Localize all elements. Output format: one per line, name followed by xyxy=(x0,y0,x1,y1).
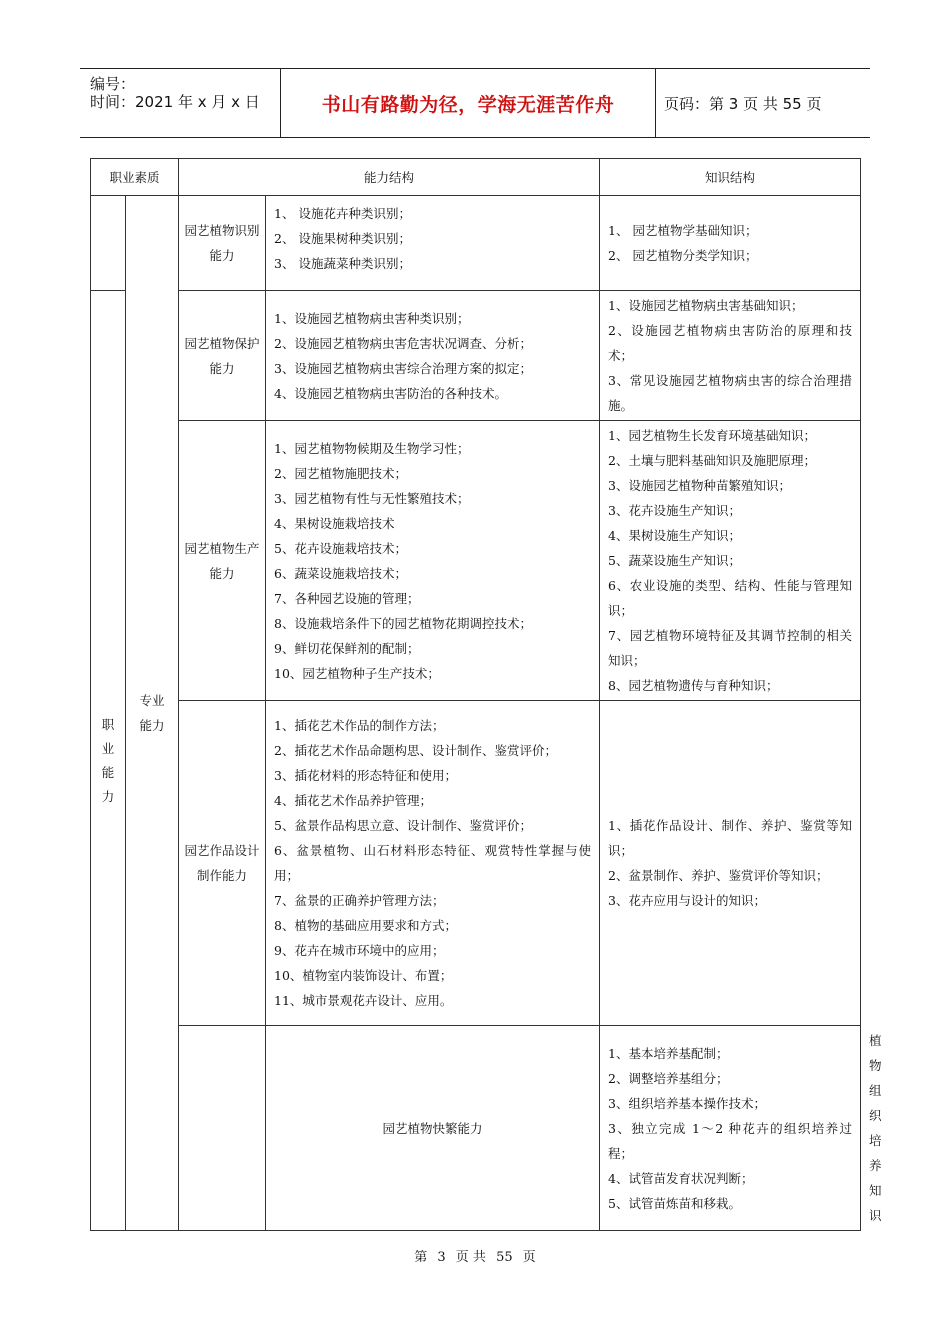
list-item: 7、各种园艺设施的管理； xyxy=(274,590,420,606)
list-item: 3、花卉应用与设计的知识； xyxy=(608,893,766,908)
list-item: 1、插花作品设计、制作、养护、鉴赏等知识； xyxy=(608,818,853,858)
list-item: 8、设施栽培条件下的园艺植物花期调控技术； xyxy=(274,615,532,631)
list-item: 2、插花艺术作品命题构思、设计制作、鉴赏评价； xyxy=(274,743,557,758)
list-item: 2、园艺植物施肥技术； xyxy=(274,465,407,481)
list-item: 5、花卉设施栽培技术； xyxy=(274,540,407,556)
ability-name-cell: 园艺作品设计制作能力 xyxy=(179,701,266,1026)
ability-name-cell: 园艺植物生产能力 xyxy=(179,421,266,701)
date-label: 时间：2021 年 x 月 x 日 xyxy=(90,93,260,111)
list-item: 1、插花艺术作品的制作方法； xyxy=(274,718,445,733)
list-item: 2、盆景制作、养护、鉴赏评价等知识； xyxy=(608,868,829,883)
list-item: 8、植物的基础应用要求和方式； xyxy=(274,918,457,933)
header-cell-ability: 能力结构 xyxy=(179,159,600,196)
table-row xyxy=(91,196,861,291)
list-item: 9、鲜切花保鲜剂的配制； xyxy=(274,640,420,656)
list-item: 3、设施园艺植物病虫害综合治理方案的拟定； xyxy=(274,360,532,376)
list-item: 8、园艺植物遗传与育种知识； xyxy=(608,678,779,693)
list-item: 2、设施园艺植物病虫害危害状况调查、分析； xyxy=(274,335,532,351)
footer-prefix: 第 xyxy=(414,1250,428,1265)
list-item: 4、果树设施栽培技术 xyxy=(274,515,395,531)
ability-list-cell xyxy=(600,1026,861,1231)
list-item: 1、园艺植物生长发育环境基础知识； xyxy=(608,428,816,443)
subcategory-cell xyxy=(126,196,179,1231)
list-item: 5、试管苗炼苗和移栽。 xyxy=(608,1195,741,1211)
list-item: 2、土壤与肥料基础知识及施肥原理； xyxy=(608,453,816,468)
empty-category-cell xyxy=(91,196,126,291)
list-item: 11、城市景观花卉设计、应用。 xyxy=(274,993,453,1008)
list-item: 6、农业设施的类型、结构、性能与管理知识； xyxy=(608,578,853,618)
list-item: 1、设施园艺植物病虫害基础知识； xyxy=(608,298,804,313)
header-motto-box xyxy=(280,69,656,137)
footer-suffix: 页 xyxy=(522,1250,536,1265)
list-item: 2、 设施果树种类识别； xyxy=(274,230,411,246)
category-cell xyxy=(91,291,126,1231)
header-page-info xyxy=(664,69,870,137)
header-cell-quality: 职业素质 xyxy=(91,159,179,196)
header-meta xyxy=(80,69,280,137)
footer-total: 55 xyxy=(496,1250,513,1265)
list-item: 3、常见设施园艺植物病虫害的综合治理措施。 xyxy=(608,373,853,413)
list-item: 1、园艺植物物候期及生物学习性； xyxy=(274,440,470,456)
list-item: 3、 设施蔬菜种类识别； xyxy=(274,255,411,271)
list-item: 6、盆景植物、山石材料形态特征、观赏特性掌握与使用； xyxy=(274,843,592,883)
category-label: 职业能力 xyxy=(101,716,115,804)
list-item: 9、花卉在城市环境中的应用； xyxy=(274,943,445,958)
header-cell-knowledge: 知识结构 xyxy=(600,159,861,196)
ability-name-cell: 园艺植物快繁能力 xyxy=(266,1026,600,1231)
list-item: 4、试管苗发育状况判断； xyxy=(608,1170,754,1186)
competency-table xyxy=(90,158,882,1231)
knowledge-list-cell xyxy=(600,291,861,421)
list-item: 6、蔬菜设施栽培技术； xyxy=(274,565,407,581)
list-item: 2、调整培养基组分； xyxy=(608,1070,729,1086)
table-row xyxy=(91,291,861,421)
knowledge-list-cell xyxy=(600,701,861,1026)
list-item: 4、果树设施生产知识； xyxy=(608,528,741,543)
list-item: 3、花卉设施生产知识； xyxy=(608,503,741,518)
list-item: 1、 设施花卉种类识别； xyxy=(274,205,411,221)
page-info-text: 页码：第 3 页 共 55 页 xyxy=(664,94,822,113)
ability-list-cell xyxy=(266,421,600,701)
list-item: 10、园艺植物种子生产技术； xyxy=(274,665,440,681)
table-row xyxy=(91,701,861,1026)
table-row xyxy=(91,421,861,701)
ability-list-cell xyxy=(266,196,600,291)
knowledge-list-cell xyxy=(600,421,861,701)
list-item: 3、组织培养基本操作技术； xyxy=(608,1095,766,1111)
list-item: 1、 园艺植物学基础知识； xyxy=(608,223,758,238)
page-footer xyxy=(0,1246,950,1265)
list-item: 5、蔬菜设施生产知识； xyxy=(608,553,741,568)
list-item: 3、插花材料的形态特征和使用； xyxy=(274,768,457,783)
list-item: 3、独立完成 1～2 种花卉的组织培养过程； xyxy=(608,1120,853,1161)
list-item: 2、 园艺植物分类学知识； xyxy=(608,248,758,263)
list-item: 3、园艺植物有性与无性繁殖技术； xyxy=(274,490,470,506)
list-item: 3、设施园艺植物种苗繁殖知识； xyxy=(608,478,791,493)
empty-category-cell xyxy=(179,1026,266,1231)
list-item: 1、基本培养基配制； xyxy=(608,1045,729,1061)
list-item: 7、园艺植物环境特征及其调节控制的相关知识； xyxy=(608,628,853,668)
serial-label: 编号： xyxy=(90,75,136,93)
motto-text: 书山有路勤为径，学海无涯苦作舟 xyxy=(321,93,615,116)
list-item: 4、插花艺术作品养护管理； xyxy=(274,793,432,808)
knowledge-list-cell xyxy=(600,196,861,291)
table-header-row xyxy=(91,159,861,196)
list-item: 4、设施园艺植物病虫害防治的各种技术。 xyxy=(274,385,507,401)
ability-name-cell: 园艺植物保护能力 xyxy=(179,291,266,421)
footer-page-number: 3 xyxy=(437,1250,446,1265)
page-header xyxy=(80,68,870,138)
list-item: 5、盆景作品构思立意、设计制作、鉴赏评价； xyxy=(274,818,532,833)
ability-list-cell xyxy=(266,291,600,421)
list-item: 7、盆景的正确养护管理方法； xyxy=(274,893,445,908)
list-item: 1、设施园艺植物病虫害种类识别； xyxy=(274,310,470,326)
table-row: 园艺植物快繁能力 1、基本培养基配制； 2、调整培养基组分； 3、组织培养基本操作技术； 3、独立完成 1～2 种花卉的组织培养过程； 4、试管苗发育状况判断； 5、试管苗炼苗和移栽。 植物组织培养知识 xyxy=(91,1026,861,1231)
ability-list-cell xyxy=(266,701,600,1026)
footer-mid: 页 共 xyxy=(455,1250,486,1265)
list-item: 10、植物室内装饰设计、布置； xyxy=(274,968,453,983)
list-item: 2、设施园艺植物病虫害防治的原理和技术； xyxy=(608,323,853,363)
subcategory-label: 专业能力 xyxy=(139,693,165,733)
ability-name-cell: 园艺植物识别能力 xyxy=(179,196,266,291)
